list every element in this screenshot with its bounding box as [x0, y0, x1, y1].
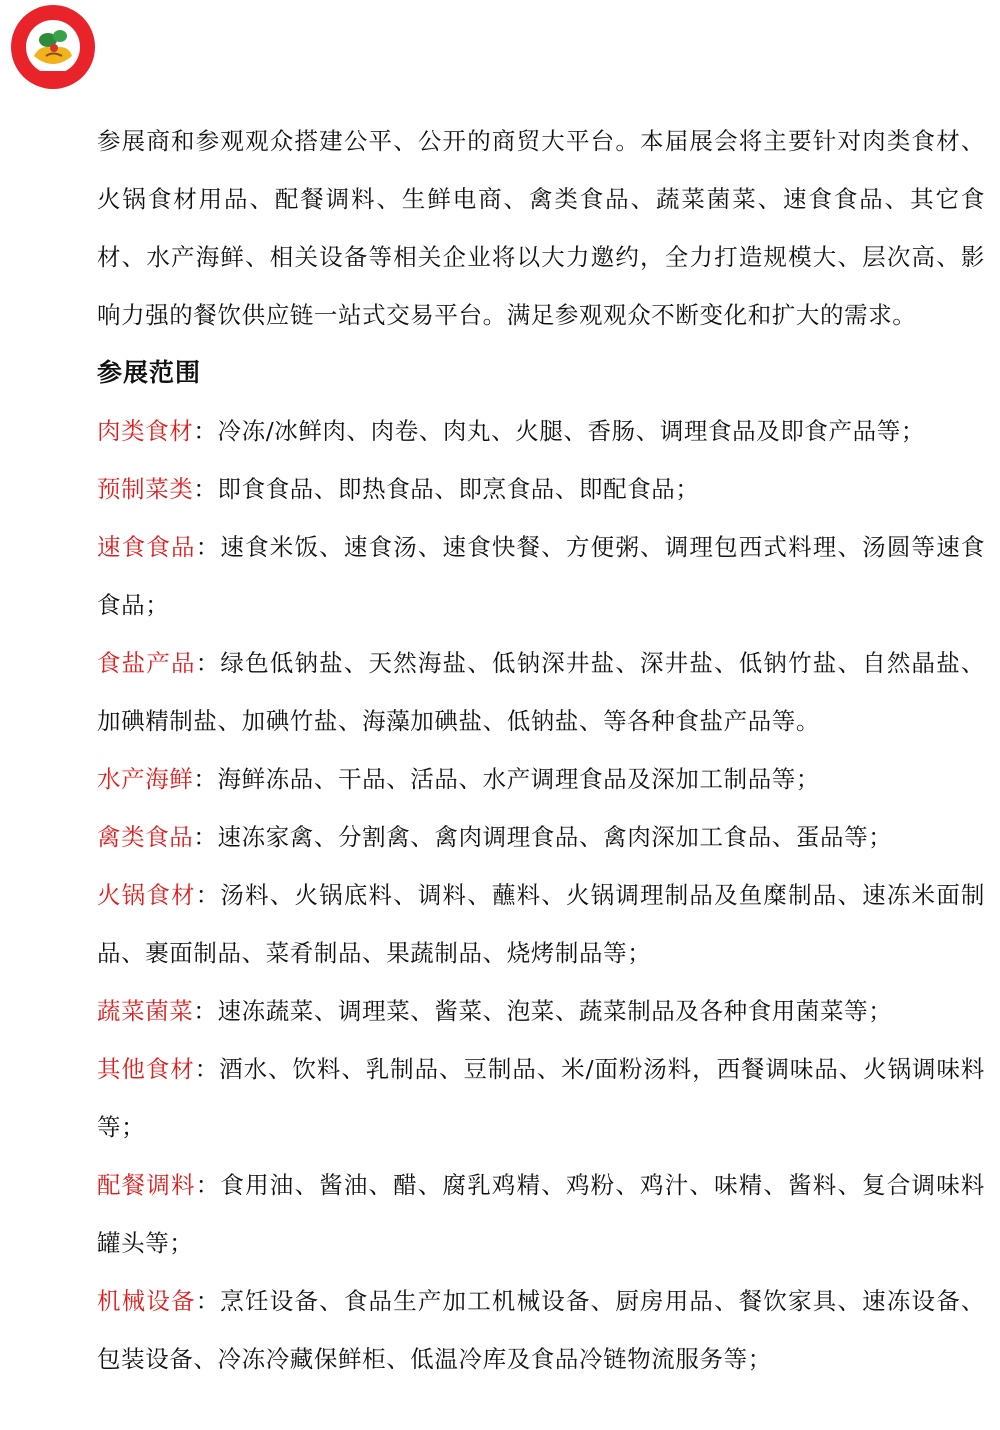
document-body	[97, 112, 985, 1388]
exhibit-scope-list	[97, 402, 985, 1388]
scope-category: 机械设备	[97, 1287, 196, 1315]
scope-item	[97, 1040, 985, 1156]
section-title: 参展范围	[97, 358, 202, 387]
scope-item	[97, 1272, 985, 1388]
scope-category: 食盐产品	[97, 649, 196, 677]
scope-item	[97, 460, 985, 518]
scope-item	[97, 634, 985, 750]
scope-category: 配餐调料	[97, 1171, 196, 1199]
scope-category: 肉类食材	[97, 417, 194, 445]
scope-description: ：海鲜冻品、干品、活品、水产调理食品及深加工制品等；	[193, 765, 821, 793]
scope-category: 蔬菜菌菜	[97, 997, 194, 1025]
scope-description: ：速冻蔬菜、调理菜、酱菜、泡菜、蔬菜制品及各种食用菌菜等；	[193, 997, 893, 1025]
expo-logo	[10, 4, 96, 90]
scope-item	[97, 518, 985, 634]
scope-description: ：绿色低钠盐、天然海盐、低钠深井盐、深井盐、低钠竹盐、自然晶盐、加碘精制盐、加碘竹盐、海藻加碘盐、低钠盐、等各种食盐产品等。	[97, 649, 985, 735]
scope-category: 禽类食品	[97, 823, 194, 851]
scope-description: ：速冻家禽、分割禽、禽肉调理食品、禽肉深加工食品、蛋品等；	[193, 823, 893, 851]
scope-description: ：冷冻/冰鲜肉、肉卷、肉丸、火腿、香肠、调理食品及即食产品等；	[193, 417, 925, 445]
intro-paragraph: 参展商和参观观众搭建公平、公开的商贸大平台。本届展会将主要针对肉类食材、火锅食材用品、配餐调料、生鲜电商、禽类食品、蔬菜菌菜、速食食品、其它食材、水产海鲜、相关设备等相关企业将以大力邀约，全力打造规模大、层次高、影响力强的餐饮供应链一站式交易平台。满足参观观众不断变化和扩大的需求。	[97, 127, 985, 329]
scope-item	[97, 982, 985, 1040]
expo-logo-emblem-icon	[10, 4, 96, 90]
scope-item	[97, 866, 985, 982]
scope-category: 其他食材	[97, 1055, 195, 1083]
scope-category: 火锅食材	[97, 881, 196, 909]
scope-description: ：食用油、酱油、醋、腐乳鸡精、鸡粉、鸡汁、味精、酱料、复合调味料罐头等；	[97, 1171, 985, 1257]
scope-item	[97, 750, 985, 808]
scope-item	[97, 402, 985, 460]
scope-description: ：酒水、饮料、乳制品、豆制品、米/面粉汤料，西餐调味品、火锅调味料等；	[97, 1055, 986, 1141]
scope-description: ：即食食品、即热食品、即烹食品、即配食品；	[193, 475, 700, 503]
scope-item	[97, 1156, 985, 1272]
scope-description: ：烹饪设备、食品生产加工机械设备、厨房用品、餐饮家具、速冻设备、包装设备、冷冻冷藏保鲜柜、低温冷库及食品冷链物流服务等；	[97, 1287, 985, 1373]
scope-category: 水产海鲜	[97, 765, 194, 793]
scope-item	[97, 808, 985, 866]
scope-description: ：汤料、火锅底料、调料、蘸料、火锅调理制品及鱼糜制品、速冻米面制品、裹面制品、菜肴制品、果蔬制品、烧烤制品等；	[97, 881, 985, 967]
scope-description: ：速食米饭、速食汤、速食快餐、方便粥、调理包西式料理、汤圆等速食食品；	[97, 533, 985, 619]
scope-category: 预制菜类	[97, 475, 194, 503]
scope-category: 速食食品	[97, 533, 196, 561]
